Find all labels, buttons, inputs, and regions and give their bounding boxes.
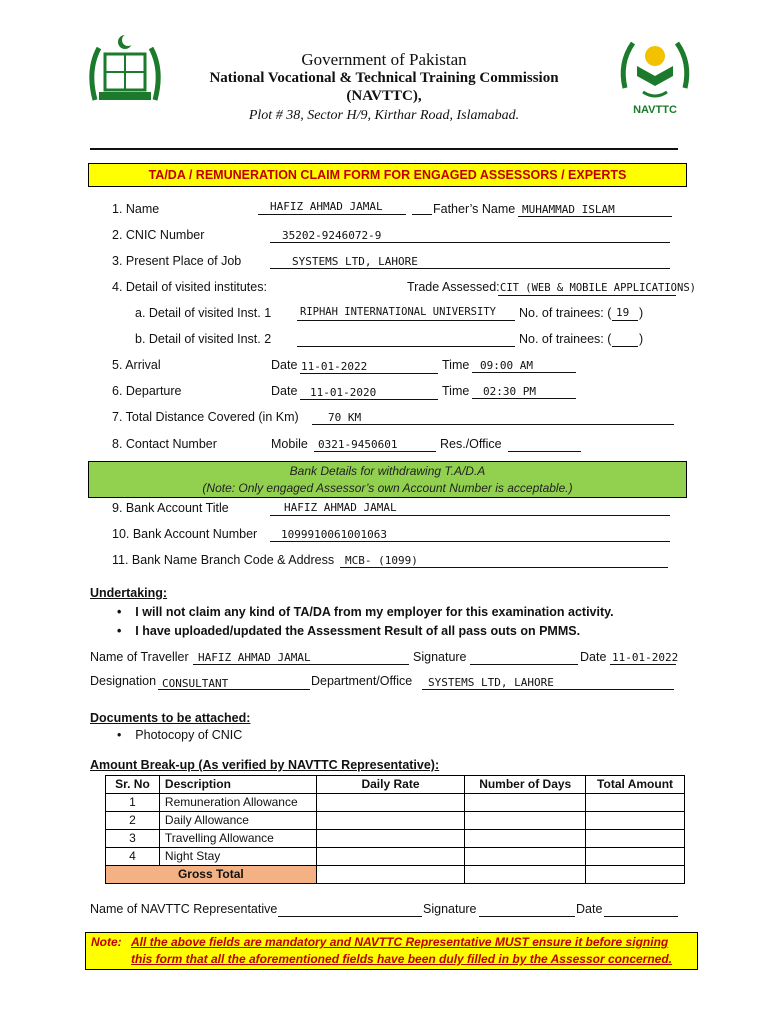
inst1-label: a. Detail of visited Inst. 1 <box>135 306 272 320</box>
departure-date-line <box>300 399 438 400</box>
trainees2-line <box>612 346 638 347</box>
note-box <box>85 932 698 970</box>
row-total <box>586 812 685 830</box>
row-days <box>465 848 586 866</box>
bank-branch-value: MCB- (1099) <box>345 554 418 567</box>
navttc-logo-label: NAVTTC <box>633 104 677 116</box>
row-daily-rate <box>316 812 465 830</box>
note-label: Note: <box>91 935 122 949</box>
account-title-label: 9. Bank Account Title <box>112 501 229 515</box>
undertaking-text-1: I will not claim any kind of TA/DA from my employer for this examination activity. <box>135 605 614 619</box>
office-label: Res./Office <box>440 437 502 451</box>
arrival-time-line <box>472 372 576 373</box>
inst1-line <box>297 320 515 321</box>
traveller-date-line <box>610 664 676 665</box>
bank-note: (Note: Only engaged Assessor’s own Account Number is acceptable.) <box>202 481 573 495</box>
account-title-value: HAFIZ AHMAD JAMAL <box>284 501 397 514</box>
designation-line <box>158 689 310 690</box>
departure-time-line <box>472 398 576 399</box>
trade-label: Trade Assessed: <box>407 280 500 294</box>
table-row <box>106 830 685 848</box>
bullet-icon: • <box>117 605 122 619</box>
row-sr: 2 <box>106 812 160 830</box>
inst1-value: RIPHAH INTERNATIONAL UNIVERSITY <box>300 306 496 318</box>
col-description: Description <box>159 776 316 794</box>
row-total <box>586 830 685 848</box>
row-sr: 4 <box>106 848 160 866</box>
traveller-name-label: Name of Traveller <box>90 650 189 664</box>
rep-name-label: Name of NAVTTC Representative <box>90 902 278 916</box>
bank-branch-label: 11. Bank Name Branch Code & Address <box>112 553 335 567</box>
undertaking-item-1 <box>117 605 614 619</box>
arrival-time-value: 09:00 AM <box>480 359 533 372</box>
traveller-signature-line <box>470 664 578 665</box>
trainees1-close: ) <box>639 306 644 320</box>
department-value: SYSTEMS LTD, LAHORE <box>428 676 554 689</box>
table-row <box>106 848 685 866</box>
row-days <box>465 794 586 812</box>
mobile-value: 0321-9450601 <box>318 438 398 451</box>
header-divider <box>90 148 678 150</box>
office-line <box>508 451 581 452</box>
inst2-label: b. Detail of visited Inst. 2 <box>135 332 272 346</box>
row-daily-rate <box>316 830 465 848</box>
row-days <box>465 812 586 830</box>
bank-branch-line <box>340 567 668 568</box>
traveller-signature-label: Signature <box>413 650 467 664</box>
trainees1-value: 19 <box>616 306 630 319</box>
header-acronym: (NAVTTC), <box>346 88 422 104</box>
distance-line <box>312 424 674 425</box>
name-value: HAFIZ AHMAD JAMAL <box>270 200 383 213</box>
bank-details-box <box>88 461 687 498</box>
form-title: TA/DA / REMUNERATION CLAIM FORM FOR ENGAGED ASSESSORS / EXPERTS <box>88 163 687 187</box>
father-label: Father’s Name <box>433 202 516 216</box>
rep-name-line <box>278 916 422 917</box>
arrival-label: 5. Arrival <box>112 358 161 372</box>
institutes-label: 4. Detail of visited institutes: <box>112 280 267 294</box>
row-total <box>586 848 685 866</box>
traveller-name-value: HAFIZ AHMAD JAMAL <box>198 651 311 664</box>
account-number-value: 1099910061001063 <box>281 528 387 541</box>
department-line <box>422 689 674 690</box>
trainees1-line <box>612 320 638 321</box>
father-value: MUHAMMAD ISLAM <box>522 203 615 216</box>
documents-text-1: Photocopy of CNIC <box>135 728 243 742</box>
col-number-of-days: Number of Days <box>465 776 586 794</box>
job-line <box>270 268 670 269</box>
documents-heading: Documents to be attached: <box>90 711 251 725</box>
col-daily-rate: Daily Rate <box>316 776 465 794</box>
note-line-2: this form that all the aforementioned fields have been duly filled in by the Assessor concerned. <box>131 952 673 966</box>
bullet-icon: • <box>117 624 122 638</box>
distance-label: 7. Total Distance Covered (in Km) <box>112 410 299 424</box>
traveller-name-line <box>193 664 409 665</box>
arrival-time-label: Time <box>442 358 470 372</box>
arrival-date-label: Date <box>271 358 298 372</box>
header-commission: National Vocational & Technical Training Commission <box>209 70 559 86</box>
row-description: Travelling Allowance <box>159 830 316 848</box>
designation-value: CONSULTANT <box>162 677 229 690</box>
name-line <box>258 214 406 215</box>
trainees2-close: ) <box>639 332 644 346</box>
account-title-line <box>270 515 670 516</box>
breakup-table <box>105 775 685 884</box>
row-sr: 1 <box>106 794 160 812</box>
documents-item-1 <box>117 728 242 742</box>
col-total-amount: Total Amount <box>586 776 685 794</box>
gross-total-label: Gross Total <box>106 866 317 884</box>
departure-label: 6. Departure <box>112 384 182 398</box>
gross-daily-rate <box>316 866 465 884</box>
row-description: Daily Allowance <box>159 812 316 830</box>
traveller-date-value: 11-01-2022 <box>612 651 679 664</box>
trainees1-label: No. of trainees: ( <box>519 306 612 320</box>
cnic-label: 2. CNIC Number <box>112 228 205 242</box>
undertaking-heading: Undertaking: <box>90 586 168 600</box>
department-label: Department/Office <box>311 674 413 688</box>
departure-time-value: 02:30 PM <box>483 385 536 398</box>
col-sr: Sr. No <box>106 776 160 794</box>
contact-label: 8. Contact Number <box>112 437 217 451</box>
arrival-date-line <box>300 373 438 374</box>
inst2-line <box>297 346 515 347</box>
table-row <box>106 794 685 812</box>
row-daily-rate <box>316 848 465 866</box>
cnic-value: 35202-9246072-9 <box>282 229 382 242</box>
designation-label: Designation <box>90 674 157 688</box>
job-value: SYSTEMS LTD, LAHORE <box>292 255 418 268</box>
name-line-2 <box>412 214 432 215</box>
trainees2-label: No. of trainees: ( <box>519 332 612 346</box>
traveller-date-label: Date <box>580 650 607 664</box>
bullet-icon: • <box>117 728 122 742</box>
rep-signature-line <box>479 916 575 917</box>
account-number-line <box>270 541 670 542</box>
undertaking-item-2 <box>117 624 580 638</box>
gross-total-amount <box>586 866 685 884</box>
undertaking-text-2: I have uploaded/updated the Assessment Result of all pass outs on PMMS. <box>135 624 581 638</box>
arrival-date-value: 11-01-2022 <box>301 360 368 373</box>
row-days <box>465 830 586 848</box>
rep-date-line <box>604 916 678 917</box>
gross-total-row <box>106 866 685 884</box>
distance-value: 70 KM <box>328 411 362 424</box>
rep-date-label: Date <box>576 902 603 916</box>
breakup-heading: Amount Break-up (As verified by NAVTTC Representative): <box>90 758 440 772</box>
row-sr: 3 <box>106 830 160 848</box>
job-label: 3. Present Place of Job <box>112 254 242 268</box>
departure-time-label: Time <box>442 384 470 398</box>
trade-line <box>498 295 676 296</box>
bank-heading: Bank Details for withdrawing T.A/D.A <box>289 464 486 478</box>
row-total <box>586 794 685 812</box>
cnic-line <box>270 242 670 243</box>
header-address: Plot # 38, Sector H/9, Kirthar Road, Islamabad. <box>248 108 520 123</box>
rep-signature-label: Signature <box>423 902 477 916</box>
name-label: 1. Name <box>112 202 160 216</box>
trade-value: CIT (WEB & MOBILE APPLICATIONS) <box>500 282 696 294</box>
mobile-label: Mobile <box>271 437 308 451</box>
table-header-row <box>106 776 685 794</box>
row-description: Remuneration Allowance <box>159 794 316 812</box>
gross-days <box>465 866 586 884</box>
table-row <box>106 812 685 830</box>
row-daily-rate <box>316 794 465 812</box>
account-number-label: 10. Bank Account Number <box>112 527 258 541</box>
row-description: Night Stay <box>159 848 316 866</box>
mobile-line <box>314 451 436 452</box>
note-line-1: All the above fields are mandatory and NAVTTC Representative MUST ensure it before signing <box>131 935 669 949</box>
departure-date-label: Date <box>271 384 298 398</box>
header-government: Government of Pakistan <box>301 50 467 69</box>
father-line <box>518 216 672 217</box>
departure-date-value: 11-01-2020 <box>310 386 377 399</box>
